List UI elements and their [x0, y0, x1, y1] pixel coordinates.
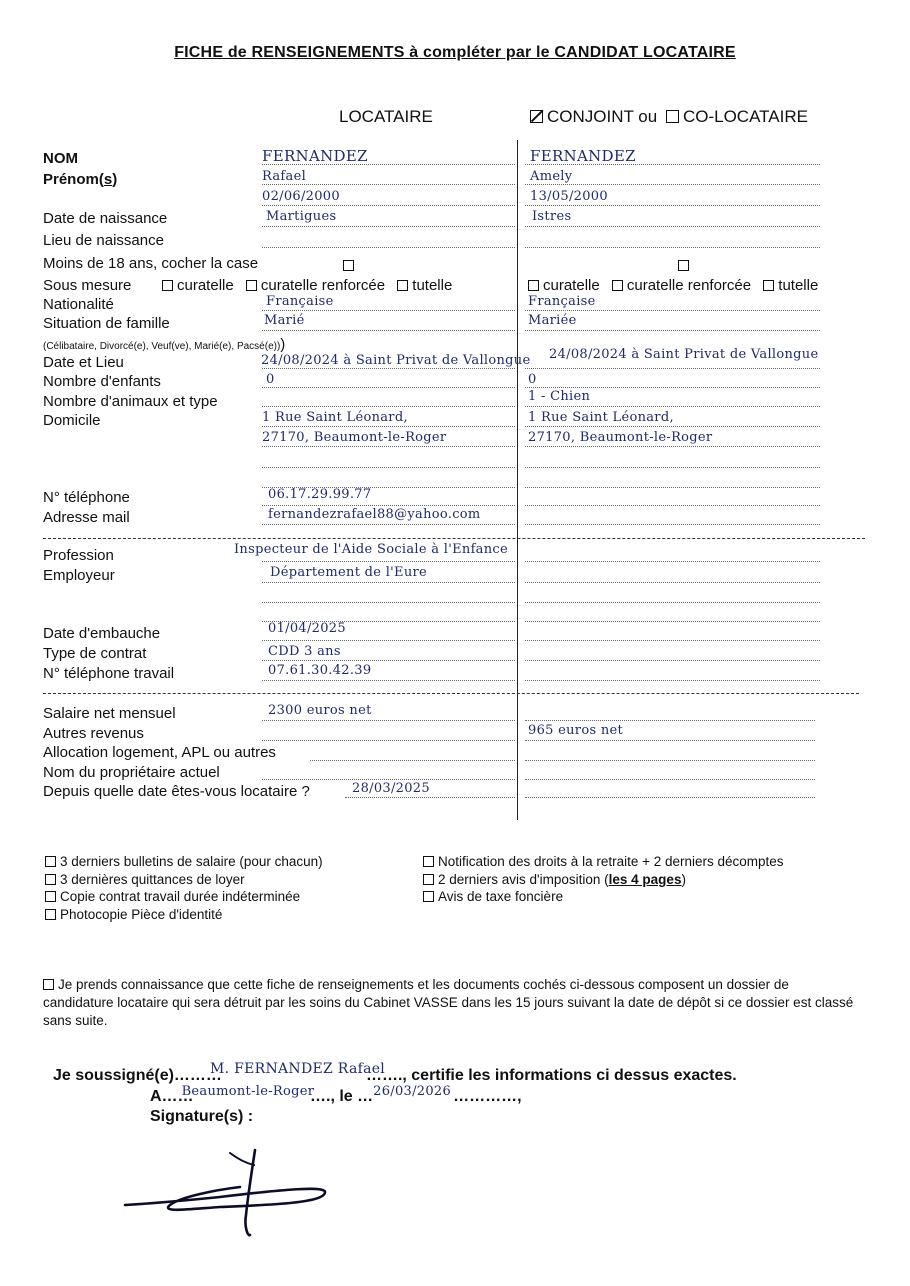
- place-date-line: A…… Beaumont-le-Roger …., le … 26/03/2026 …………,: [150, 1084, 522, 1105]
- doc-item: Notification des droits à la retraite + 2 derniers décomptes: [423, 854, 784, 869]
- handwritten-signature: [120, 1145, 340, 1245]
- dots-right: [525, 406, 820, 407]
- label-situation-hint: (Célibataire, Divorcé(e), Veuf(ve), Marié(e), Pacsé(e))): [43, 336, 286, 353]
- dots-left: [262, 330, 515, 331]
- dots-right: [525, 387, 820, 388]
- dots-right: [525, 797, 815, 798]
- colocataire-checkbox[interactable]: [666, 110, 679, 123]
- conjoint-checkbox[interactable]: [530, 110, 543, 123]
- doc-item: Copie contrat travail durée indéterminée: [45, 889, 300, 904]
- dots-right: [525, 426, 820, 427]
- signature-label: Signature(s) :: [150, 1108, 254, 1125]
- mesure-options-conjoint: curatelle curatelle renforcée tutelle: [528, 277, 818, 294]
- dots-left: [262, 406, 515, 407]
- locataire-employeur[interactable]: Département de l'Eure: [270, 565, 428, 580]
- label-moins-18: Moins de 18 ans, cocher la case: [43, 255, 259, 272]
- dots-right: [525, 720, 815, 721]
- label-employeur: Employeur: [43, 567, 115, 584]
- locataire-tel-travail[interactable]: 07.61.30.42.39: [268, 663, 372, 678]
- doc-checkbox[interactable]: [423, 891, 434, 902]
- label-autres-revenus: Autres revenus: [43, 725, 144, 742]
- dots-right: [525, 779, 815, 780]
- section-separator: [43, 538, 865, 539]
- dots-left: [262, 720, 515, 721]
- label-mail: Adresse mail: [43, 509, 130, 526]
- label-sous-mesure: Sous mesure: [43, 277, 132, 294]
- dots-right: [525, 184, 820, 185]
- label-nationalite: Nationalité: [43, 296, 114, 313]
- label-animaux: Nombre d'animaux et type: [43, 393, 218, 410]
- locataire-salaire[interactable]: 2300 euros net: [268, 703, 372, 718]
- locataire-mail[interactable]: fernandezrafael88@yahoo.com: [268, 507, 481, 522]
- dots-left: [262, 226, 515, 227]
- dots-right: [525, 505, 820, 506]
- dots-right: [525, 582, 820, 583]
- locataire-lieu-naissance[interactable]: Martigues: [266, 209, 337, 224]
- doc-checkbox[interactable]: [45, 891, 56, 902]
- locataire-date-embauche[interactable]: 01/04/2025: [268, 621, 346, 636]
- dots-right: [525, 621, 820, 622]
- dots-left: [262, 387, 515, 388]
- locataire-telephone[interactable]: 06.17.29.99.77: [268, 487, 372, 502]
- tutelle-conjoint-checkbox[interactable]: [763, 280, 774, 291]
- dots-left: [262, 426, 515, 427]
- locataire-nom[interactable]: FERNANDEZ: [262, 147, 368, 165]
- dots-right: [525, 640, 820, 641]
- tutelle-locataire-checkbox[interactable]: [397, 280, 408, 291]
- dots-left: [345, 797, 515, 798]
- label-salaire: Salaire net mensuel: [43, 705, 176, 722]
- signature-date[interactable]: 26/03/2026: [373, 1084, 452, 1099]
- conjoint-prenom[interactable]: Amely: [530, 169, 573, 184]
- conjoint-date-naissance[interactable]: 13/05/2000: [530, 189, 608, 204]
- moins-18-locataire-checkbox[interactable]: [343, 260, 354, 271]
- section-separator: [43, 693, 859, 694]
- doc-item: 2 derniers avis d'imposition (les 4 pages): [423, 872, 686, 887]
- dots-left: [262, 561, 515, 562]
- certifier-name[interactable]: M. FERNANDEZ Rafael: [209, 1061, 386, 1077]
- locataire-situation[interactable]: Marié: [264, 313, 305, 328]
- conjoint-lieu-naissance[interactable]: Istres: [532, 209, 572, 224]
- conjoint-animaux[interactable]: 1 - Chien: [528, 389, 591, 404]
- dots-right: [525, 467, 820, 468]
- doc-checkbox[interactable]: [423, 856, 434, 867]
- column-header-conjoint: [530, 107, 808, 127]
- locataire-domicile-1[interactable]: 1 Rue Saint Léonard,: [262, 410, 408, 425]
- locataire-domicile-2[interactable]: 27170, Beaumont-le-Roger: [262, 430, 447, 445]
- dots-left: [262, 446, 515, 447]
- dots-left: [262, 524, 515, 525]
- dots-left: [262, 640, 515, 641]
- dots-left: [262, 602, 515, 603]
- dots-right: [525, 740, 815, 741]
- dots-left: [262, 660, 515, 661]
- dots-left: [262, 205, 515, 206]
- locataire-enfants[interactable]: 0: [266, 372, 275, 387]
- locataire-type-contrat[interactable]: CDD 3 ans: [268, 644, 341, 659]
- dots-left: [262, 368, 515, 369]
- dots-left: [310, 760, 515, 761]
- doc-item: Avis de taxe foncière: [423, 889, 563, 904]
- conjoint-label: CONJOINT ou: [547, 107, 658, 126]
- conjoint-nationalite[interactable]: Française: [528, 294, 596, 309]
- locataire-date-lieu[interactable]: 24/08/2024 à Saint Privat de Vallongue: [261, 353, 531, 368]
- label-situation: Situation de famille: [43, 315, 170, 332]
- dots-right: [525, 205, 820, 206]
- conjoint-date-lieu[interactable]: 24/08/2024 à Saint Privat de Vallongue: [549, 347, 819, 362]
- label-date-lieu: Date et Lieu: [43, 354, 124, 371]
- dots-right: [525, 760, 815, 761]
- mesure-options-locataire: curatelle curatelle renforcée tutelle: [162, 277, 452, 294]
- dots-left: [262, 680, 515, 681]
- locataire-profession[interactable]: Inspecteur de l'Aide Sociale à l'Enfance: [234, 542, 508, 557]
- label-profession: Profession: [43, 547, 114, 564]
- dots-right: [525, 524, 820, 525]
- label-proprietaire: Nom du propriétaire actuel: [43, 764, 220, 781]
- dots-right: [525, 487, 820, 488]
- doc-item: 3 derniers bulletins de salaire (pour chacun): [45, 854, 323, 869]
- locataire-prenom[interactable]: Rafael: [262, 169, 307, 184]
- conjoint-enfants[interactable]: 0: [528, 372, 537, 387]
- dots-right: [525, 680, 820, 681]
- colocataire-label: CO-LOCATAIRE: [682, 107, 808, 126]
- doc-checkbox[interactable]: [45, 874, 56, 885]
- label-date-embauche: Date d'embauche: [43, 625, 161, 642]
- column-header-locataire: LOCATAIRE: [339, 107, 433, 126]
- page-title: FICHE de RENSEIGNEMENTS à compléter par le CANDIDAT LOCATAIRE: [174, 44, 736, 61]
- consent-notice: Je prends connaissance que cette fiche de renseignements et les documents cochés ci-dessous composent un dossier de candidature locataire qui sera détruit par les soins du Cabinet VASSE dans les 15 jours suivant la date de dépôt si ce dossier est classé sans suite.: [43, 977, 854, 1028]
- conjoint-autres-revenus[interactable]: 965 euros net: [528, 723, 624, 738]
- doc-checkbox[interactable]: [423, 874, 434, 885]
- dots-left: [262, 310, 515, 311]
- conjoint-domicile-2[interactable]: 27170, Beaumont-le-Roger: [528, 430, 713, 445]
- dots-right: [525, 247, 820, 248]
- dots-left: [262, 467, 515, 468]
- curatelle-locataire-checkbox[interactable]: [162, 280, 173, 291]
- dots-left: [262, 505, 515, 506]
- label-tel-travail: N° téléphone travail: [43, 665, 175, 682]
- label-domicile: Domicile: [43, 412, 101, 429]
- doc-checkbox[interactable]: [45, 909, 56, 920]
- dots-right: [525, 660, 820, 661]
- consent-checkbox[interactable]: [43, 979, 54, 990]
- dots-right: [525, 330, 820, 331]
- doc-checkbox[interactable]: [45, 856, 56, 867]
- label-type-contrat: Type de contrat: [43, 645, 147, 662]
- moins-18-conjoint-checkbox[interactable]: [678, 260, 689, 271]
- doc-item: 3 dernières quittances de loyer: [45, 872, 245, 887]
- label-nom: NOM: [43, 150, 78, 167]
- locataire-date-naissance[interactable]: 02/06/2000: [262, 189, 340, 204]
- certification-line: Je soussigné(e)……… M. FERNANDEZ Rafael ……., certifie les informations ci dessus exactes.: [53, 1061, 737, 1084]
- conjoint-situation[interactable]: Mariée: [528, 313, 577, 328]
- curatelle-conjoint-checkbox[interactable]: [528, 280, 539, 291]
- dots-right: [525, 368, 820, 369]
- dots-right: [525, 226, 820, 227]
- dots-right: [525, 561, 820, 562]
- dots-right: [525, 446, 820, 447]
- label-date-naissance: Date de naissance: [43, 210, 168, 227]
- label-depuis: Depuis quelle date êtes-vous locataire ?: [43, 783, 310, 800]
- dots-left: [262, 740, 515, 741]
- conjoint-domicile-1[interactable]: 1 Rue Saint Léonard,: [528, 410, 674, 425]
- curatelle-renforcee-locataire-checkbox[interactable]: [246, 280, 257, 291]
- dots-right: [525, 602, 820, 603]
- locataire-depuis[interactable]: 28/03/2025: [352, 781, 430, 796]
- dots-left: [262, 184, 515, 185]
- dots-left: [262, 779, 515, 780]
- conjoint-nom[interactable]: FERNANDEZ: [530, 147, 636, 165]
- dots-left: [262, 582, 515, 583]
- doc-item: Photocopie Pièce d'identité: [45, 907, 222, 922]
- label-lieu-naissance: Lieu de naissance: [43, 232, 164, 249]
- dots-right: [525, 310, 820, 311]
- label-prenom: Prénom(s): [43, 171, 118, 188]
- label-allocation: Allocation logement, APL ou autres: [43, 744, 276, 761]
- label-telephone: N° téléphone: [43, 489, 130, 506]
- locataire-nationalite[interactable]: Française: [266, 294, 334, 309]
- column-divider: [517, 140, 518, 820]
- curatelle-renforcee-conjoint-checkbox[interactable]: [612, 280, 623, 291]
- label-enfants: Nombre d'enfants: [43, 373, 161, 390]
- dots-left: [262, 247, 515, 248]
- signature-place[interactable]: Beaumont-le-Roger: [181, 1084, 315, 1099]
